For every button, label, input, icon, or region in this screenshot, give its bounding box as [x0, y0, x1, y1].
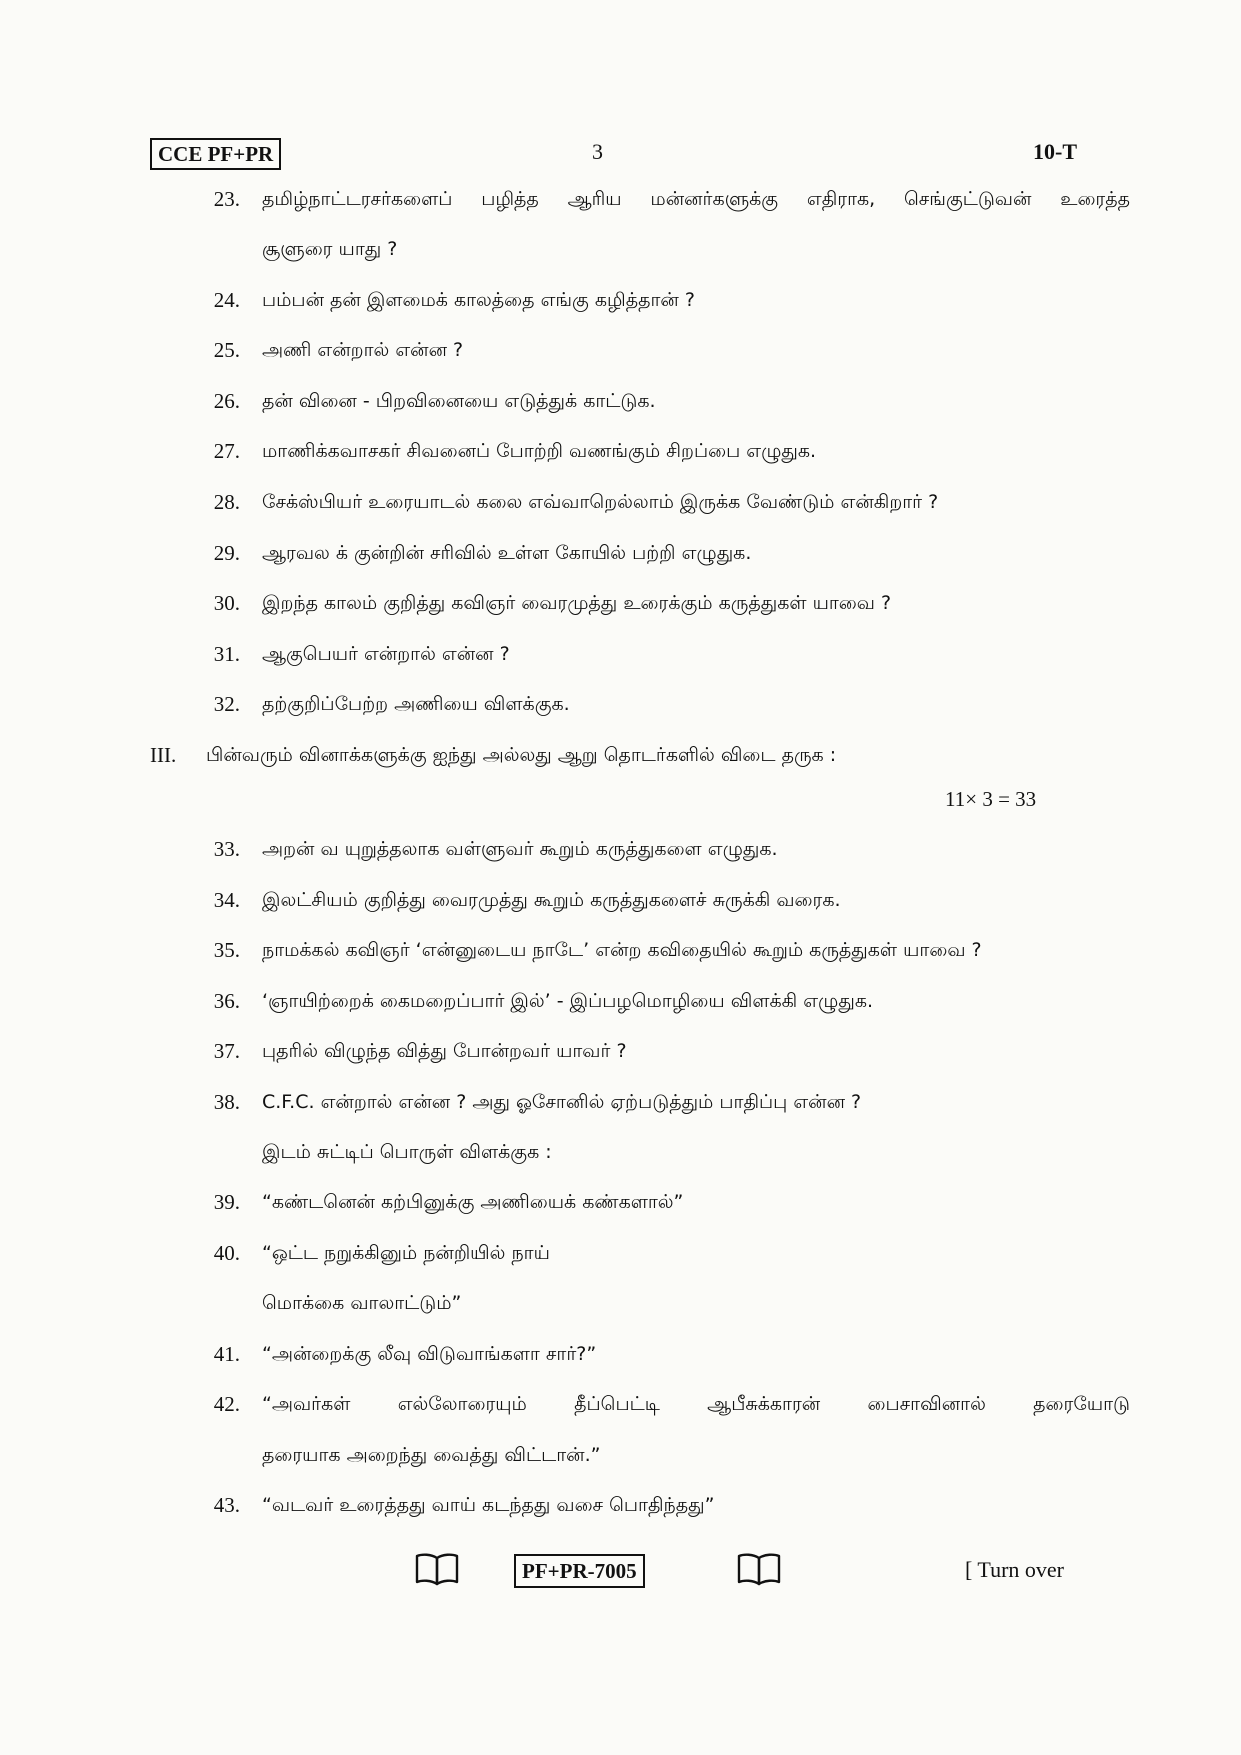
paper-code: PF+PR-7005 [514, 1554, 645, 1588]
question-text: இறந்த காலம் குறித்து கவிஞர் வைரமுத்து உரைக்கும் கருத்துகள் யாவை ? [262, 592, 892, 614]
question-text: தற்குறிப்பேற்ற அணியை விளக்குக. [262, 693, 570, 715]
open-book-icon [736, 1552, 782, 1586]
header-code: CCE PF+PR [150, 138, 281, 170]
open-book-icon [414, 1552, 460, 1586]
question-number: 24. [213, 288, 240, 312]
question-text: ஆகுபெயர் என்றால் என்ன ? [262, 643, 510, 665]
question-text-continuation: இடம் சுட்டிப் பொருள் விளக்குக : [262, 1141, 552, 1163]
question-text: C.F.C. என்றால் என்ன ? அது ஓசோனில் ஏற்படுத்தும் பாதிப்பு என்ன ? [262, 1091, 862, 1113]
question-number: 33. [213, 837, 240, 861]
question-number: 26. [213, 389, 240, 413]
question-text: இலட்சியம் குறித்து வைரமுத்து கூறும் கருத்துகளைச் சுருக்கி வரைக. [262, 889, 841, 911]
turn-over-note: [ Turn over [965, 1557, 1065, 1582]
page-number: 3 [592, 139, 603, 164]
question-text: புதரில் விழுந்த வித்து போன்றவர் யாவர் ? [262, 1040, 627, 1062]
section-instruction: பின்வரும் வினாக்களுக்கு ஐந்து அல்லது ஆறு தொடர்களில் விடை தருக : [206, 744, 837, 766]
question-text: “அவர்கள் எல்லோரையும் தீப்பெட்டி ஆபீசுக்காரன் பைசாவினால் தரையோடு [262, 1393, 1130, 1415]
question-number: 42. [213, 1392, 240, 1416]
question-number: 23. [213, 187, 240, 211]
section-marks: 11× 3 = 33 [945, 787, 1037, 811]
question-number: 40. [213, 1241, 240, 1265]
subject-code: 10-T [1033, 139, 1077, 164]
question-text: சேக்ஸ்பியர் உரையாடல் கலை எவ்வாறெல்லாம் இருக்க வேண்டும் என்கிறார் ? [262, 491, 939, 513]
question-text: “வடவர் உரைத்தது வாய் கடந்தது வசை பொதிந்தது” [262, 1494, 715, 1516]
question-number: 43. [213, 1493, 240, 1517]
section-number: III. [150, 743, 177, 767]
question-text: தன் வினை - பிறவினையை எடுத்துக் காட்டுக. [262, 390, 656, 412]
question-text: ஆரவல க் குன்றின் சரிவில் உள்ள கோயில் பற்றி எழுதுக. [262, 542, 752, 564]
question-text-continuation: மொக்கை வாலாட்டும்” [262, 1292, 462, 1314]
question-number: 25. [213, 338, 240, 362]
question-text: அறன் வ யுறுத்தலாக வள்ளுவர் கூறும் கருத்துகளை எழுதுக. [262, 838, 778, 860]
question-number: 39. [213, 1190, 240, 1214]
question-number: 30. [213, 591, 240, 615]
question-number: 31. [213, 642, 240, 666]
question-number: 28. [213, 490, 240, 514]
question-number: 38. [213, 1090, 240, 1114]
question-text: மாணிக்கவாசகர் சிவனைப் போற்றி வணங்கும் சிறப்பை எழுதுக. [262, 440, 817, 462]
question-number: 37. [213, 1039, 240, 1063]
question-text-continuation: சூளுரை யாது ? [262, 238, 398, 260]
question-text: “அன்றைக்கு லீவு விடுவாங்களா சார்?” [262, 1343, 597, 1365]
question-number: 34. [213, 888, 240, 912]
question-text: தமிழ்நாட்டரசர்களைப் பழித்த ஆரிய மன்னர்களுக்கு எதிராக, செங்குட்டுவன் உரைத்த [262, 188, 1130, 210]
question-number: 41. [213, 1342, 240, 1366]
question-number: 32. [213, 692, 240, 716]
question-text-continuation: தரையாக அறைந்து வைத்து விட்டான்.” [262, 1444, 601, 1466]
question-text: பம்பன் தன் இளமைக் காலத்தை எங்கு கழித்தான் ? [262, 289, 695, 311]
question-number: 29. [213, 541, 240, 565]
question-text: நாமக்கல் கவிஞர் ‘என்னுடைய நாடே’ என்ற கவிதையில் கூறும் கருத்துகள் யாவை ? [262, 939, 982, 961]
question-number: 36. [213, 989, 240, 1013]
question-text: “கண்டனென் கற்பினுக்கு அணியைக் கண்களால்” [262, 1191, 684, 1213]
question-number: 27. [213, 439, 240, 463]
question-number: 35. [213, 938, 240, 962]
question-text: “ஒட்ட நறுக்கினும் நன்றியில் நாய் [262, 1242, 550, 1264]
question-text: அணி என்றால் என்ன ? [262, 339, 464, 361]
question-text: ‘ஞாயிற்றைக் கைமறைப்பார் இல்’ - இப்பழமொழியை விளக்கி எழுதுக. [262, 990, 874, 1012]
